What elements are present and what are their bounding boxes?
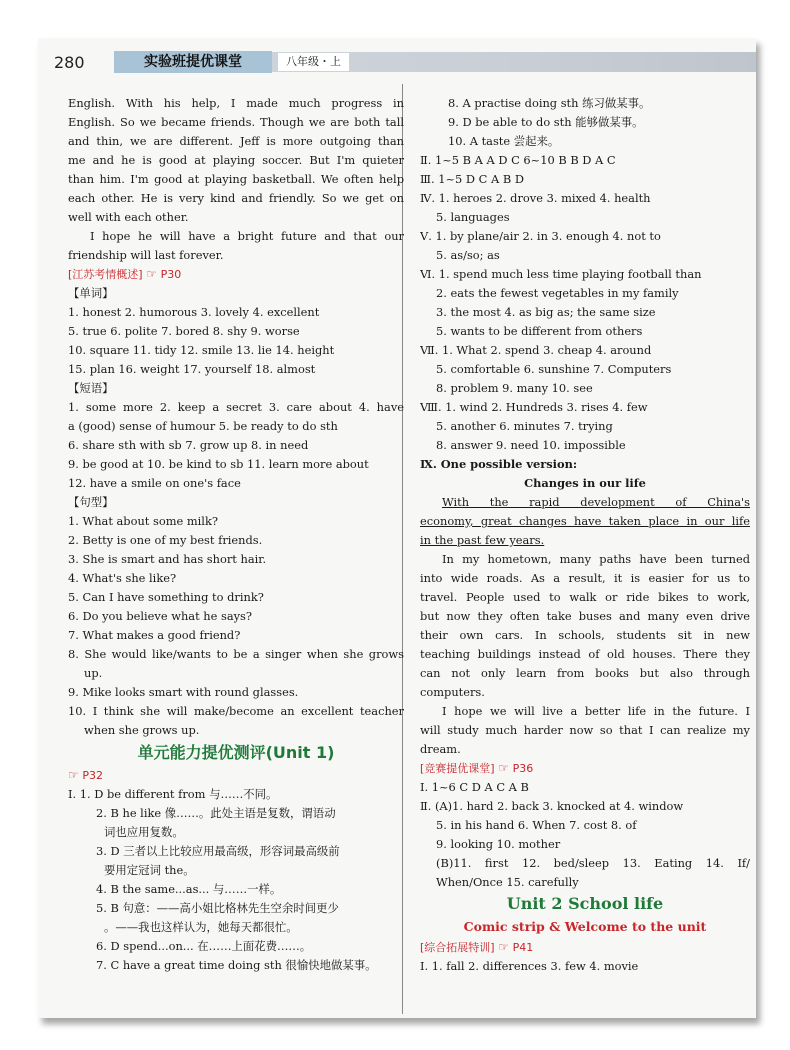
answer-line: 3. the most 4. as big as; the same size <box>436 305 656 319</box>
essay-intro-line: economy, great changes have taken place in our life <box>420 514 750 528</box>
test-answer-line: 要用定冠词 the。 <box>104 863 195 877</box>
essay-closing-line: dream. <box>420 742 461 756</box>
sentences-heading: 【句型】 <box>68 495 114 509</box>
words-line: 1. honest 2. humorous 3. lovely 4. excellent <box>68 305 320 319</box>
page-header <box>38 38 756 78</box>
answer-line: 5. languages <box>436 210 510 224</box>
answer-line: Ⅱ. 1~5 B A A D C 6~10 B B D A C <box>420 153 616 167</box>
test-answer-line: 2. B he like 像……。此处主语是复数，谓语动 <box>96 806 336 820</box>
sentence-line: 1. What about some milk? <box>68 514 218 528</box>
sentence-line: 3. She is smart and has short hair. <box>68 552 267 566</box>
test-answer-line: 10. A taste 尝起来。 <box>448 134 560 148</box>
unit-test-page-ref: P32 <box>82 769 104 782</box>
exam-overview-tag: [江苏考情概述] ☞ P30 <box>68 267 182 281</box>
contest-line: 5. in his hand 6. When 7. cost 8. of <box>436 818 637 832</box>
unit-test-title: 单元能力提优测评(Unit 1) <box>137 743 335 762</box>
answer-line: 5. as/so; as <box>436 248 500 262</box>
words-line: 10. square 11. tidy 12. smile 13. lie 14. height <box>68 343 335 357</box>
passage-line: English. So we became friends. Though we are both tall <box>68 115 404 129</box>
test-answer-line: 4. B the same...as... 与……一样。 <box>96 882 282 896</box>
contest-line: (B)11. first 12. bed/sleep 13. Eating 14. If/ <box>436 856 750 870</box>
essay-body-line: computers. <box>420 685 485 699</box>
contest-line: 9. looking 10. mother <box>436 837 561 851</box>
answer-line: Ⅳ. 1. heroes 2. drove 3. mixed 4. health <box>420 191 651 205</box>
sentence-line: 10. I think she will make/become an excellent teacher <box>68 704 404 718</box>
exam-overview-label: 江苏考情概述 <box>72 268 139 281</box>
test-answer-line: 7. C have a great time doing sth 很愉快地做某事。 <box>96 958 377 972</box>
unit2-subtitle: Comic strip & Welcome to the unit <box>463 919 707 934</box>
sentence-line: up. <box>84 666 103 680</box>
answer-line: Ⅲ. 1~5 D C A B D <box>420 172 524 186</box>
contest-line: Ⅰ. 1~6 C D A C A B <box>420 780 529 794</box>
essay-body-line: teaching buildings instead of old houses. There they <box>420 647 750 661</box>
essay-body-line: their own cars. In schools, students sit in new <box>420 628 750 642</box>
passage-line: English. With his help, I made much progress in <box>68 96 404 110</box>
test-answer-line: 3. D 三者以上比较应用最高级，形容词最高级前 <box>96 844 340 858</box>
test-answer-line: 6. D spend...on... 在……上面花费……。 <box>96 939 312 953</box>
right-column <box>420 94 750 976</box>
answer-line: 8. problem 9. many 10. see <box>436 381 593 395</box>
essay-intro-line: With the rapid development of China's <box>442 495 750 509</box>
unit-test-ref <box>68 766 404 785</box>
left-column <box>68 94 404 975</box>
essay-intro-line <box>420 531 750 550</box>
phrases-line: a (good) sense of humour 5. be ready to do sth <box>68 419 338 433</box>
passage-line: than him. I'm good at playing basketball. We often help <box>68 172 404 186</box>
phrases-line: 9. be good at 10. be kind to sb 11. learn more about <box>68 457 369 471</box>
sentence-line: 6. Do you believe what he says? <box>68 609 253 623</box>
passage-line: and thin, we are different. Jeff is more outgoing than <box>68 134 404 148</box>
sentence-line: 9. Mike looks smart with round glasses. <box>68 685 299 699</box>
page-number: 280 <box>54 53 85 72</box>
contest-tag: [竞赛提优课堂] ☞ P36 <box>420 761 534 775</box>
phrases-line: 6. share sth with sb 7. grow up 8. in need <box>68 438 309 452</box>
training-line: Ⅰ. 1. fall 2. differences 3. few 4. movie <box>420 959 639 973</box>
words-line: 5. true 6. polite 7. bored 8. shy 9. worse <box>68 324 300 338</box>
test-answer-line: 词也应用复数。 <box>104 825 184 839</box>
contest-label: 竞赛提优课堂 <box>424 762 491 775</box>
training-page-ref: P41 <box>512 941 534 954</box>
answer-line: 2. eats the fewest vegetables in my family <box>436 286 679 300</box>
phrases-line: 1. some more 2. keep a secret 3. care about 4. have <box>68 400 404 414</box>
grade-label: 八年级・上 <box>278 53 349 71</box>
test-answer-line: 9. D be able to do sth 能够做某事。 <box>448 115 644 129</box>
words-heading: 【单词】 <box>68 286 114 300</box>
phrases-heading: 【短语】 <box>68 381 114 395</box>
sentence-line: 8. She would like/wants to be a singer when she grows <box>68 647 404 661</box>
sentence-line: 4. What's she like? <box>68 571 177 585</box>
answer-line: Ⅴ. 1. by plane/air 2. in 3. enough 4. not to <box>420 229 661 243</box>
answer-line: 5. another 6. minutes 7. trying <box>436 419 613 433</box>
contest-line: Ⅱ. (A)1. hard 2. back 3. knocked at 4. window <box>420 799 684 813</box>
pointing-hand-icon: ☞ <box>68 768 79 782</box>
passage-line: me and he is good at playing soccer. But I'm quieter <box>68 153 404 167</box>
answer-line: 8. answer 9. need 10. impossible <box>436 438 626 452</box>
essay-body-line: In my hometown, many paths have been turned <box>442 552 750 566</box>
essay-body-line: travel. People used to walk or ride bikes to work, <box>420 590 750 604</box>
essay-closing-line: I hope we will live a better life in the future. I <box>442 704 750 718</box>
answer-line: Ⅶ. 1. What 2. spend 3. cheap 4. around <box>420 343 652 357</box>
sentence-line: 5. Can I have something to drink? <box>68 590 264 604</box>
words-line: 15. plan 16. weight 17. yourself 18. almost <box>68 362 316 376</box>
unit2-title: Unit 2 School life <box>506 894 664 913</box>
book-page <box>38 38 756 1018</box>
answer-line: Ⅷ. 1. wind 2. Hundreds 3. rises 4. few <box>420 400 648 414</box>
test-answer-line: 。——我也这样认为，她每天都很忙。 <box>104 920 298 934</box>
pointing-hand-icon: ☞ <box>498 761 509 775</box>
essay-label: Ⅸ. One possible version: <box>420 457 578 471</box>
pointing-hand-icon: ☞ <box>498 940 509 954</box>
sentence-line: 7. What makes a good friend? <box>68 628 241 642</box>
essay-title: Changes in our life <box>524 476 646 490</box>
closing-line: I hope he will have a bright future and that our <box>90 229 404 243</box>
essay-closing-line: will study much harder now so that I can realize my <box>420 723 750 737</box>
training-label: 综合拓展特训 <box>424 941 491 954</box>
pointing-hand-icon: ☞ <box>146 267 157 281</box>
answer-line: 5. comfortable 6. sunshine 7. Computers <box>436 362 672 376</box>
passage-line: each other. He is very kind and friendly. So we get on <box>68 191 404 205</box>
book-title: 实验班提优课堂 <box>114 51 272 73</box>
phrases-line: 12. have a smile on one's face <box>68 476 241 490</box>
contest-page-ref: P36 <box>512 762 534 775</box>
answer-line: 5. wants to be different from others <box>436 324 643 338</box>
exam-overview-page-ref: P30 <box>160 268 182 281</box>
contest-line: When/Once 15. carefully <box>436 875 579 889</box>
essay-intro-text: in the past few years. <box>420 533 545 547</box>
essay-body-line: into wide roads. As a result, it is easier for us to <box>420 571 750 585</box>
answer-line: Ⅵ. 1. spend much less time playing football than <box>420 267 702 281</box>
essay-body-line: can not only learn from books but also through <box>420 666 750 680</box>
essay-body-line: but now they often take buses and many even drive <box>420 609 750 623</box>
test-answer-line: 5. B 句意：——高小姐比格林先生空余时间更少 <box>96 901 339 915</box>
passage-line: well with each other. <box>68 210 189 224</box>
training-tag: [综合拓展特训] ☞ P41 <box>420 940 534 954</box>
sentence-line: when she grows up. <box>84 723 200 737</box>
sentence-line: 2. Betty is one of my best friends. <box>68 533 263 547</box>
test-answer-line: 8. A practise doing sth 练习做某事。 <box>448 96 651 110</box>
test-answer-line: Ⅰ. 1. D be different from 与……不同。 <box>68 787 278 801</box>
closing-line: friendship will last forever. <box>68 248 224 262</box>
